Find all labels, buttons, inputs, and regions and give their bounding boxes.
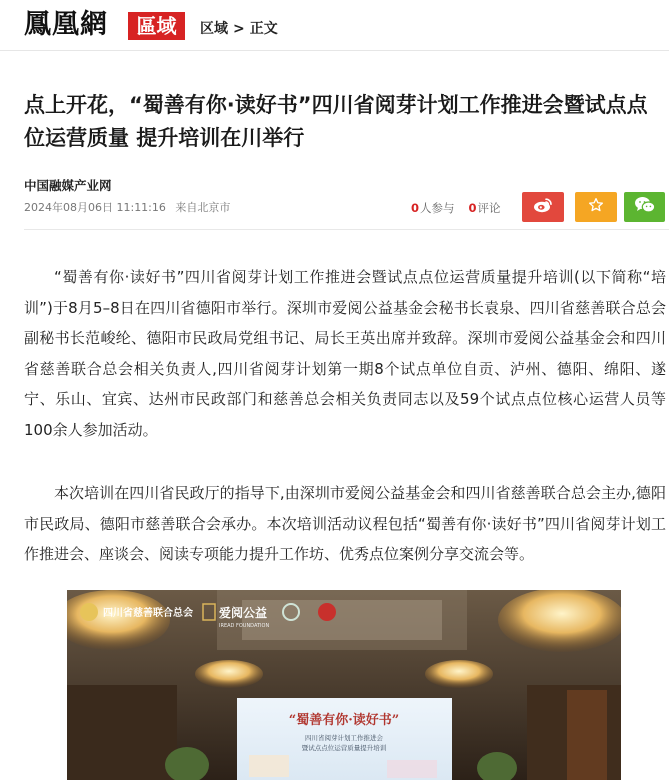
- article-datetime: 2024年08月06日 11:11:16: [24, 201, 166, 214]
- share-weibo-button[interactable]: [522, 192, 564, 222]
- breadcrumb-separator: >: [233, 21, 245, 37]
- article-photo[interactable]: [67, 590, 621, 780]
- breadcrumb-item-region[interactable]: 区域: [200, 21, 228, 37]
- article-meta: [24, 200, 230, 216]
- weibo-icon: [533, 197, 553, 217]
- article-title: 点上开花，“蜀善有你·读好书”四川省阅芽计划工作推进会暨试点点位运营质量 提升培训在川举行: [24, 93, 648, 150]
- photo-logo-iread: 爱阅公益: [219, 606, 268, 620]
- participants-link[interactable]: [411, 201, 455, 215]
- participants-count: 0: [411, 201, 420, 215]
- share-wechat-button[interactable]: [624, 192, 665, 222]
- top-bar: [0, 0, 669, 51]
- meta-divider: [24, 229, 669, 230]
- photo-logo-charity: 四川省慈善联合总会: [103, 608, 193, 619]
- comments-count: 0: [468, 201, 477, 215]
- wechat-icon: [634, 196, 656, 218]
- favorite-button[interactable]: [575, 192, 617, 222]
- participants-label: 人参与: [420, 201, 455, 215]
- breadcrumb-item-article: 正文: [249, 21, 278, 37]
- star-icon: [588, 197, 604, 217]
- channel-badge[interactable]: 區域: [128, 12, 185, 40]
- article-source[interactable]: 中国融媒产业网: [24, 178, 112, 193]
- comments-link[interactable]: [469, 201, 501, 215]
- photo-screen-line2: 暨试点点位运营质量提升培训: [301, 744, 387, 752]
- article-paragraph: 本次培训在四川省民政厅的指导下,由深圳市爱阅公益基金会和四川省慈善联合总会主办,德阳市民政局、德阳市慈善联合会承办。本次培训活动议程包括“蜀善有你·读好书”四川省阅芽计划工作推进会、座谈会、阅读专项能力提升工作坊、优秀点位案例分享交流会等。: [24, 484, 666, 563]
- site-logo[interactable]: 鳳凰網: [24, 9, 108, 40]
- article-location: 来自北京市: [175, 201, 231, 214]
- engagement-counts: [411, 200, 501, 216]
- breadcrumb: [200, 20, 278, 38]
- article-paragraph: “蜀善有你·读好书”四川省阅芽计划工作推进会暨试点点位运营质量提升培训(以下简称“培训”)于8月5–8日在四川省德阳市举行。深圳市爱阅公益基金会秘书长袁泉、四川省慈善联合总会副秘书长范峻纶、德阳市民政局党组书记、局长王英出席并致辞。深圳市爱阅公益基金会和四川省慈善联合总会相关负责人,四川省阅芽计划第一期8个试点单位自贡、泸州、德阳、绵阳、遂宁、乐山、宜宾、达州市民政部门和慈善总会相关负责同志以及59个试点点位核心运营人员等100余人参加活动。: [24, 268, 666, 439]
- photo-screen-title: “蜀善有你·读好书”: [288, 713, 400, 728]
- photo-screen-line1: 四川省阅芽计划工作推进会: [305, 734, 383, 742]
- comments-label: 评论: [477, 201, 501, 215]
- photo-logo-iread-sub: IREAD FOUNDATION: [219, 623, 270, 629]
